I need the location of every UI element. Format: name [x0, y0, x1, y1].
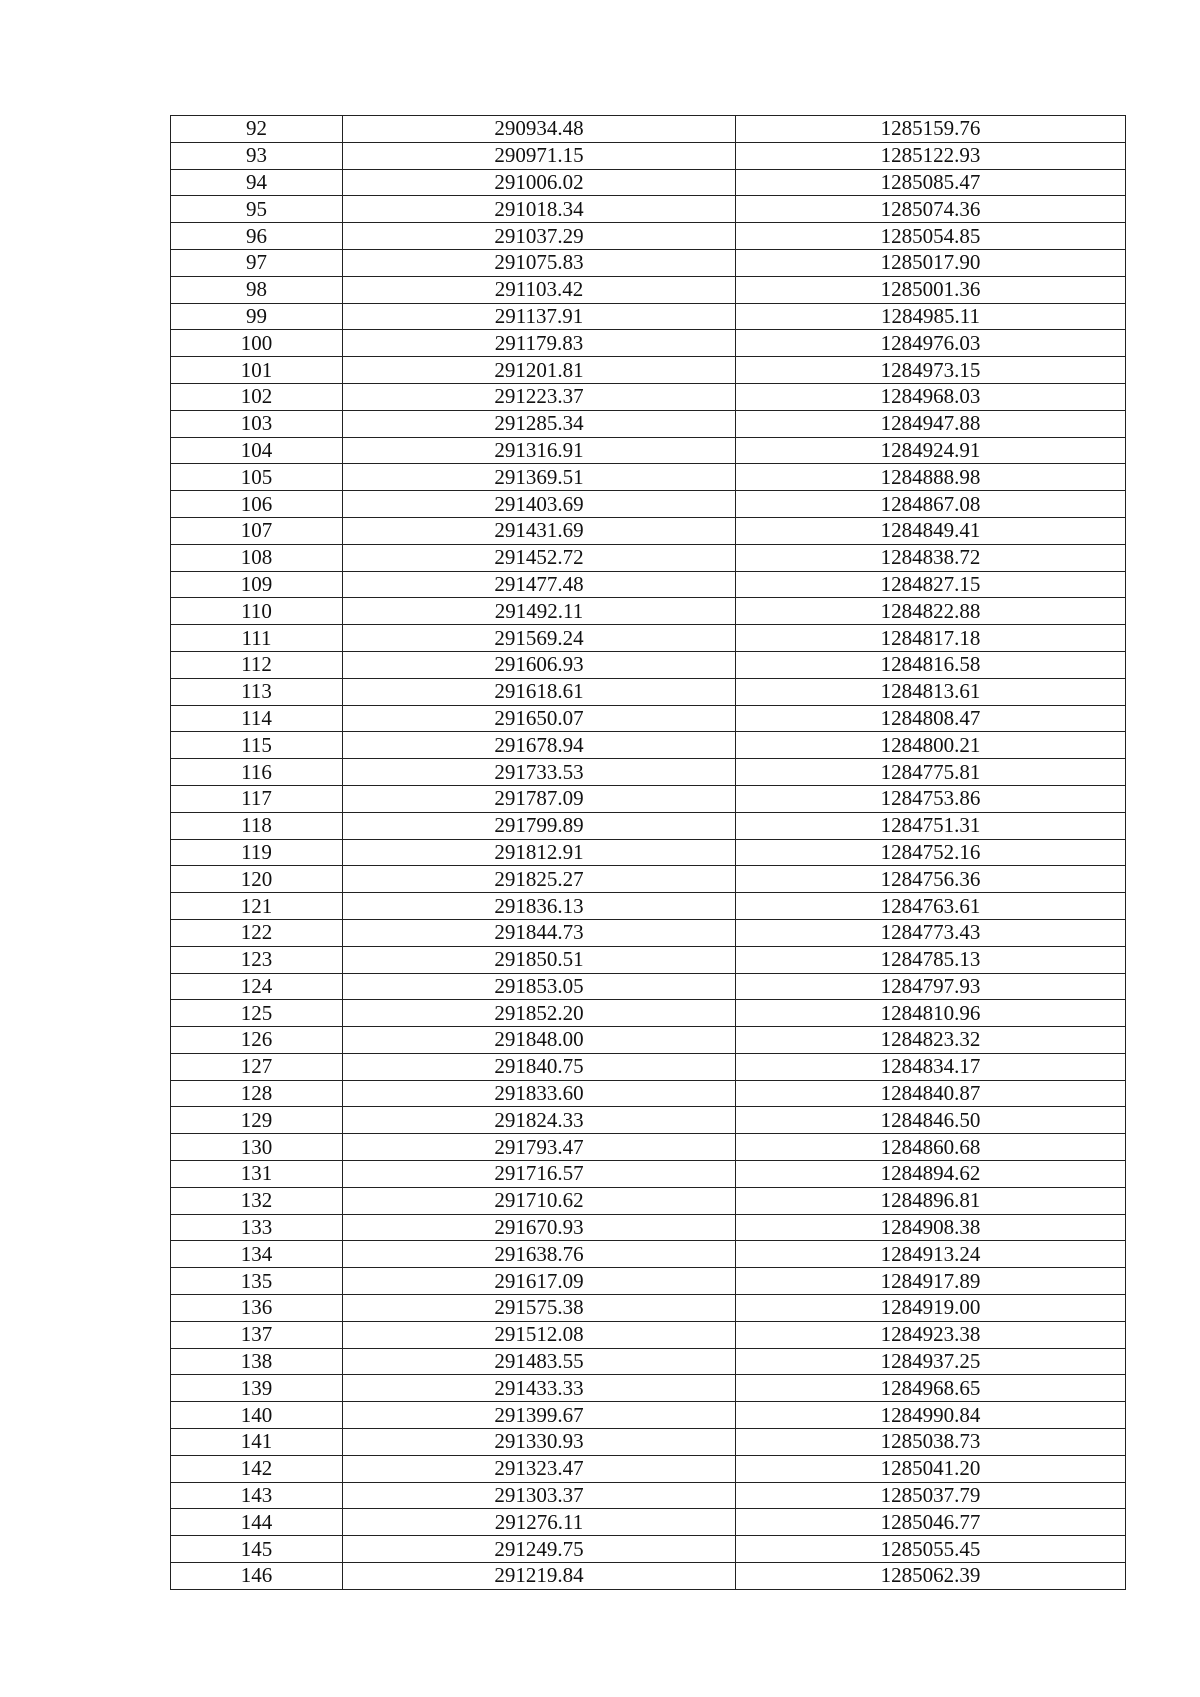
y-coordinate-cell: 1284751.31 — [736, 812, 1126, 839]
y-coordinate-cell: 1284816.58 — [736, 651, 1126, 678]
table-row — [171, 973, 1126, 1000]
x-coordinate-cell: 291303.37 — [343, 1482, 736, 1509]
y-coordinate-cell: 1284947.88 — [736, 410, 1126, 437]
table-row — [171, 1161, 1126, 1188]
table-row — [171, 517, 1126, 544]
y-coordinate-cell: 1284888.98 — [736, 464, 1126, 491]
table-row — [171, 303, 1126, 330]
table-row — [171, 1000, 1126, 1027]
point-number-cell: 121 — [171, 893, 343, 920]
table-row — [171, 464, 1126, 491]
y-coordinate-cell: 1284808.47 — [736, 705, 1126, 732]
table-row — [171, 732, 1126, 759]
point-number-cell: 108 — [171, 544, 343, 571]
table-row — [171, 437, 1126, 464]
y-coordinate-cell: 1284973.15 — [736, 357, 1126, 384]
point-number-cell: 144 — [171, 1509, 343, 1536]
x-coordinate-cell: 291369.51 — [343, 464, 736, 491]
table-row — [171, 383, 1126, 410]
table-row — [171, 1241, 1126, 1268]
y-coordinate-cell: 1285001.36 — [736, 276, 1126, 303]
y-coordinate-cell: 1284775.81 — [736, 759, 1126, 786]
x-coordinate-cell: 291833.60 — [343, 1080, 736, 1107]
point-number-cell: 124 — [171, 973, 343, 1000]
point-number-cell: 109 — [171, 571, 343, 598]
point-number-cell: 132 — [171, 1187, 343, 1214]
x-coordinate-cell: 291678.94 — [343, 732, 736, 759]
x-coordinate-cell: 291276.11 — [343, 1509, 736, 1536]
point-number-cell: 94 — [171, 169, 343, 196]
point-number-cell: 99 — [171, 303, 343, 330]
y-coordinate-cell: 1284817.18 — [736, 625, 1126, 652]
point-number-cell: 116 — [171, 759, 343, 786]
x-coordinate-cell: 291853.05 — [343, 973, 736, 1000]
table-row — [171, 1080, 1126, 1107]
y-coordinate-cell: 1284838.72 — [736, 544, 1126, 571]
y-coordinate-cell: 1284896.81 — [736, 1187, 1126, 1214]
x-coordinate-cell: 291799.89 — [343, 812, 736, 839]
x-coordinate-cell: 291670.93 — [343, 1214, 736, 1241]
x-coordinate-cell: 291403.69 — [343, 491, 736, 518]
y-coordinate-cell: 1284753.86 — [736, 785, 1126, 812]
table-row — [171, 249, 1126, 276]
point-number-cell: 111 — [171, 625, 343, 652]
table-row — [171, 1295, 1126, 1322]
point-number-cell: 135 — [171, 1268, 343, 1295]
y-coordinate-cell: 1285054.85 — [736, 223, 1126, 250]
point-number-cell: 138 — [171, 1348, 343, 1375]
x-coordinate-cell: 291617.09 — [343, 1268, 736, 1295]
x-coordinate-cell: 291316.91 — [343, 437, 736, 464]
x-coordinate-cell: 291848.00 — [343, 1027, 736, 1054]
x-coordinate-cell: 291569.24 — [343, 625, 736, 652]
x-coordinate-cell: 291201.81 — [343, 357, 736, 384]
x-coordinate-cell: 291219.84 — [343, 1563, 736, 1590]
y-coordinate-cell: 1284849.41 — [736, 517, 1126, 544]
point-number-cell: 107 — [171, 517, 343, 544]
y-coordinate-cell: 1284756.36 — [736, 866, 1126, 893]
table-row — [171, 1107, 1126, 1134]
point-number-cell: 110 — [171, 598, 343, 625]
table-row — [171, 919, 1126, 946]
x-coordinate-cell: 291575.38 — [343, 1295, 736, 1322]
point-number-cell: 97 — [171, 249, 343, 276]
y-coordinate-cell: 1284924.91 — [736, 437, 1126, 464]
x-coordinate-cell: 291433.33 — [343, 1375, 736, 1402]
y-coordinate-cell: 1284990.84 — [736, 1402, 1126, 1429]
table-row — [171, 1321, 1126, 1348]
point-number-cell: 100 — [171, 330, 343, 357]
table-row — [171, 116, 1126, 143]
x-coordinate-cell: 291137.91 — [343, 303, 736, 330]
table-row — [171, 1455, 1126, 1482]
y-coordinate-cell: 1284867.08 — [736, 491, 1126, 518]
y-coordinate-cell: 1285055.45 — [736, 1536, 1126, 1563]
point-number-cell: 117 — [171, 785, 343, 812]
table-row — [171, 276, 1126, 303]
x-coordinate-cell: 291824.33 — [343, 1107, 736, 1134]
point-number-cell: 127 — [171, 1053, 343, 1080]
point-number-cell: 96 — [171, 223, 343, 250]
table-row — [171, 812, 1126, 839]
point-number-cell: 128 — [171, 1080, 343, 1107]
x-coordinate-cell: 291650.07 — [343, 705, 736, 732]
point-number-cell: 105 — [171, 464, 343, 491]
x-coordinate-cell: 291850.51 — [343, 946, 736, 973]
point-number-cell: 112 — [171, 651, 343, 678]
x-coordinate-cell: 291452.72 — [343, 544, 736, 571]
x-coordinate-cell: 291606.93 — [343, 651, 736, 678]
table-row — [171, 651, 1126, 678]
x-coordinate-cell: 291323.47 — [343, 1455, 736, 1482]
table-row — [171, 1214, 1126, 1241]
point-number-cell: 136 — [171, 1295, 343, 1322]
x-coordinate-cell: 291512.08 — [343, 1321, 736, 1348]
x-coordinate-cell: 290934.48 — [343, 116, 736, 143]
x-coordinate-cell: 291330.93 — [343, 1429, 736, 1456]
point-number-cell: 141 — [171, 1429, 343, 1456]
x-coordinate-cell: 291179.83 — [343, 330, 736, 357]
point-number-cell: 130 — [171, 1134, 343, 1161]
point-number-cell: 101 — [171, 357, 343, 384]
table-row — [171, 1482, 1126, 1509]
point-number-cell: 131 — [171, 1161, 343, 1188]
table-row — [171, 142, 1126, 169]
point-number-cell: 126 — [171, 1027, 343, 1054]
x-coordinate-cell: 291483.55 — [343, 1348, 736, 1375]
x-coordinate-cell: 291836.13 — [343, 893, 736, 920]
x-coordinate-cell: 291787.09 — [343, 785, 736, 812]
y-coordinate-cell: 1284968.03 — [736, 383, 1126, 410]
table-row — [171, 544, 1126, 571]
y-coordinate-cell: 1284834.17 — [736, 1053, 1126, 1080]
point-number-cell: 143 — [171, 1482, 343, 1509]
y-coordinate-cell: 1284823.32 — [736, 1027, 1126, 1054]
point-number-cell: 118 — [171, 812, 343, 839]
y-coordinate-cell: 1284976.03 — [736, 330, 1126, 357]
point-number-cell: 93 — [171, 142, 343, 169]
table-row — [171, 598, 1126, 625]
table-row — [171, 1402, 1126, 1429]
y-coordinate-cell: 1284917.89 — [736, 1268, 1126, 1295]
y-coordinate-cell: 1284822.88 — [736, 598, 1126, 625]
coordinate-table — [170, 115, 1126, 1590]
point-number-cell: 98 — [171, 276, 343, 303]
table-row — [171, 1348, 1126, 1375]
point-number-cell: 114 — [171, 705, 343, 732]
x-coordinate-cell: 291716.57 — [343, 1161, 736, 1188]
y-coordinate-cell: 1285159.76 — [736, 116, 1126, 143]
table-row — [171, 759, 1126, 786]
y-coordinate-cell: 1284810.96 — [736, 1000, 1126, 1027]
point-number-cell: 146 — [171, 1563, 343, 1590]
table-row — [171, 1375, 1126, 1402]
table-row — [171, 866, 1126, 893]
table-row — [171, 1187, 1126, 1214]
x-coordinate-cell: 291223.37 — [343, 383, 736, 410]
table-row — [171, 1429, 1126, 1456]
point-number-cell: 134 — [171, 1241, 343, 1268]
x-coordinate-cell: 291840.75 — [343, 1053, 736, 1080]
point-number-cell: 123 — [171, 946, 343, 973]
y-coordinate-cell: 1284913.24 — [736, 1241, 1126, 1268]
y-coordinate-cell: 1284860.68 — [736, 1134, 1126, 1161]
table-row — [171, 625, 1126, 652]
y-coordinate-cell: 1284752.16 — [736, 839, 1126, 866]
point-number-cell: 120 — [171, 866, 343, 893]
x-coordinate-cell: 291006.02 — [343, 169, 736, 196]
table-row — [171, 1509, 1126, 1536]
y-coordinate-cell: 1285037.79 — [736, 1482, 1126, 1509]
table-row — [171, 223, 1126, 250]
table-row — [171, 705, 1126, 732]
y-coordinate-cell: 1284894.62 — [736, 1161, 1126, 1188]
point-number-cell: 129 — [171, 1107, 343, 1134]
x-coordinate-cell: 291075.83 — [343, 249, 736, 276]
point-number-cell: 106 — [171, 491, 343, 518]
point-number-cell: 122 — [171, 919, 343, 946]
y-coordinate-cell: 1285041.20 — [736, 1455, 1126, 1482]
y-coordinate-cell: 1285085.47 — [736, 169, 1126, 196]
x-coordinate-cell: 291812.91 — [343, 839, 736, 866]
table-row — [171, 169, 1126, 196]
x-coordinate-cell: 291852.20 — [343, 1000, 736, 1027]
x-coordinate-cell: 291638.76 — [343, 1241, 736, 1268]
y-coordinate-cell: 1284797.93 — [736, 973, 1126, 1000]
y-coordinate-cell: 1284908.38 — [736, 1214, 1126, 1241]
x-coordinate-cell: 291710.62 — [343, 1187, 736, 1214]
y-coordinate-cell: 1284773.43 — [736, 919, 1126, 946]
point-number-cell: 145 — [171, 1536, 343, 1563]
table-row — [171, 330, 1126, 357]
x-coordinate-cell: 291249.75 — [343, 1536, 736, 1563]
y-coordinate-cell: 1284937.25 — [736, 1348, 1126, 1375]
table-row — [171, 1563, 1126, 1590]
y-coordinate-cell: 1284800.21 — [736, 732, 1126, 759]
x-coordinate-cell: 291793.47 — [343, 1134, 736, 1161]
y-coordinate-cell: 1284846.50 — [736, 1107, 1126, 1134]
table-row — [171, 839, 1126, 866]
point-number-cell: 139 — [171, 1375, 343, 1402]
point-number-cell: 102 — [171, 383, 343, 410]
table-row — [171, 785, 1126, 812]
point-number-cell: 113 — [171, 678, 343, 705]
x-coordinate-cell: 291399.67 — [343, 1402, 736, 1429]
point-number-cell: 125 — [171, 1000, 343, 1027]
y-coordinate-cell: 1284763.61 — [736, 893, 1126, 920]
y-coordinate-cell: 1284919.00 — [736, 1295, 1126, 1322]
point-number-cell: 119 — [171, 839, 343, 866]
x-coordinate-cell: 291825.27 — [343, 866, 736, 893]
y-coordinate-cell: 1284968.65 — [736, 1375, 1126, 1402]
table-row — [171, 1536, 1126, 1563]
point-number-cell: 92 — [171, 116, 343, 143]
table-row — [171, 491, 1126, 518]
point-number-cell: 140 — [171, 1402, 343, 1429]
y-coordinate-cell: 1284840.87 — [736, 1080, 1126, 1107]
x-coordinate-cell: 291037.29 — [343, 223, 736, 250]
point-number-cell: 104 — [171, 437, 343, 464]
coordinate-table-body — [171, 116, 1126, 1590]
point-number-cell: 95 — [171, 196, 343, 223]
y-coordinate-cell: 1284827.15 — [736, 571, 1126, 598]
x-coordinate-cell: 291733.53 — [343, 759, 736, 786]
x-coordinate-cell: 291618.61 — [343, 678, 736, 705]
y-coordinate-cell: 1285062.39 — [736, 1563, 1126, 1590]
x-coordinate-cell: 291103.42 — [343, 276, 736, 303]
table-row — [171, 893, 1126, 920]
x-coordinate-cell: 291431.69 — [343, 517, 736, 544]
table-row — [171, 196, 1126, 223]
table-row — [171, 946, 1126, 973]
x-coordinate-cell: 291844.73 — [343, 919, 736, 946]
point-number-cell: 142 — [171, 1455, 343, 1482]
table-row — [171, 1053, 1126, 1080]
y-coordinate-cell: 1285038.73 — [736, 1429, 1126, 1456]
table-row — [171, 678, 1126, 705]
point-number-cell: 133 — [171, 1214, 343, 1241]
x-coordinate-cell: 291018.34 — [343, 196, 736, 223]
x-coordinate-cell: 291285.34 — [343, 410, 736, 437]
table-row — [171, 1134, 1126, 1161]
point-number-cell: 103 — [171, 410, 343, 437]
table-row — [171, 571, 1126, 598]
y-coordinate-cell: 1285046.77 — [736, 1509, 1126, 1536]
table-row — [171, 357, 1126, 384]
x-coordinate-cell: 290971.15 — [343, 142, 736, 169]
x-coordinate-cell: 291492.11 — [343, 598, 736, 625]
y-coordinate-cell: 1285122.93 — [736, 142, 1126, 169]
y-coordinate-cell: 1284923.38 — [736, 1321, 1126, 1348]
y-coordinate-cell: 1284785.13 — [736, 946, 1126, 973]
y-coordinate-cell: 1285017.90 — [736, 249, 1126, 276]
x-coordinate-cell: 291477.48 — [343, 571, 736, 598]
y-coordinate-cell: 1284813.61 — [736, 678, 1126, 705]
table-row — [171, 410, 1126, 437]
table-row — [171, 1268, 1126, 1295]
point-number-cell: 137 — [171, 1321, 343, 1348]
y-coordinate-cell: 1285074.36 — [736, 196, 1126, 223]
point-number-cell: 115 — [171, 732, 343, 759]
y-coordinate-cell: 1284985.11 — [736, 303, 1126, 330]
table-row — [171, 1027, 1126, 1054]
